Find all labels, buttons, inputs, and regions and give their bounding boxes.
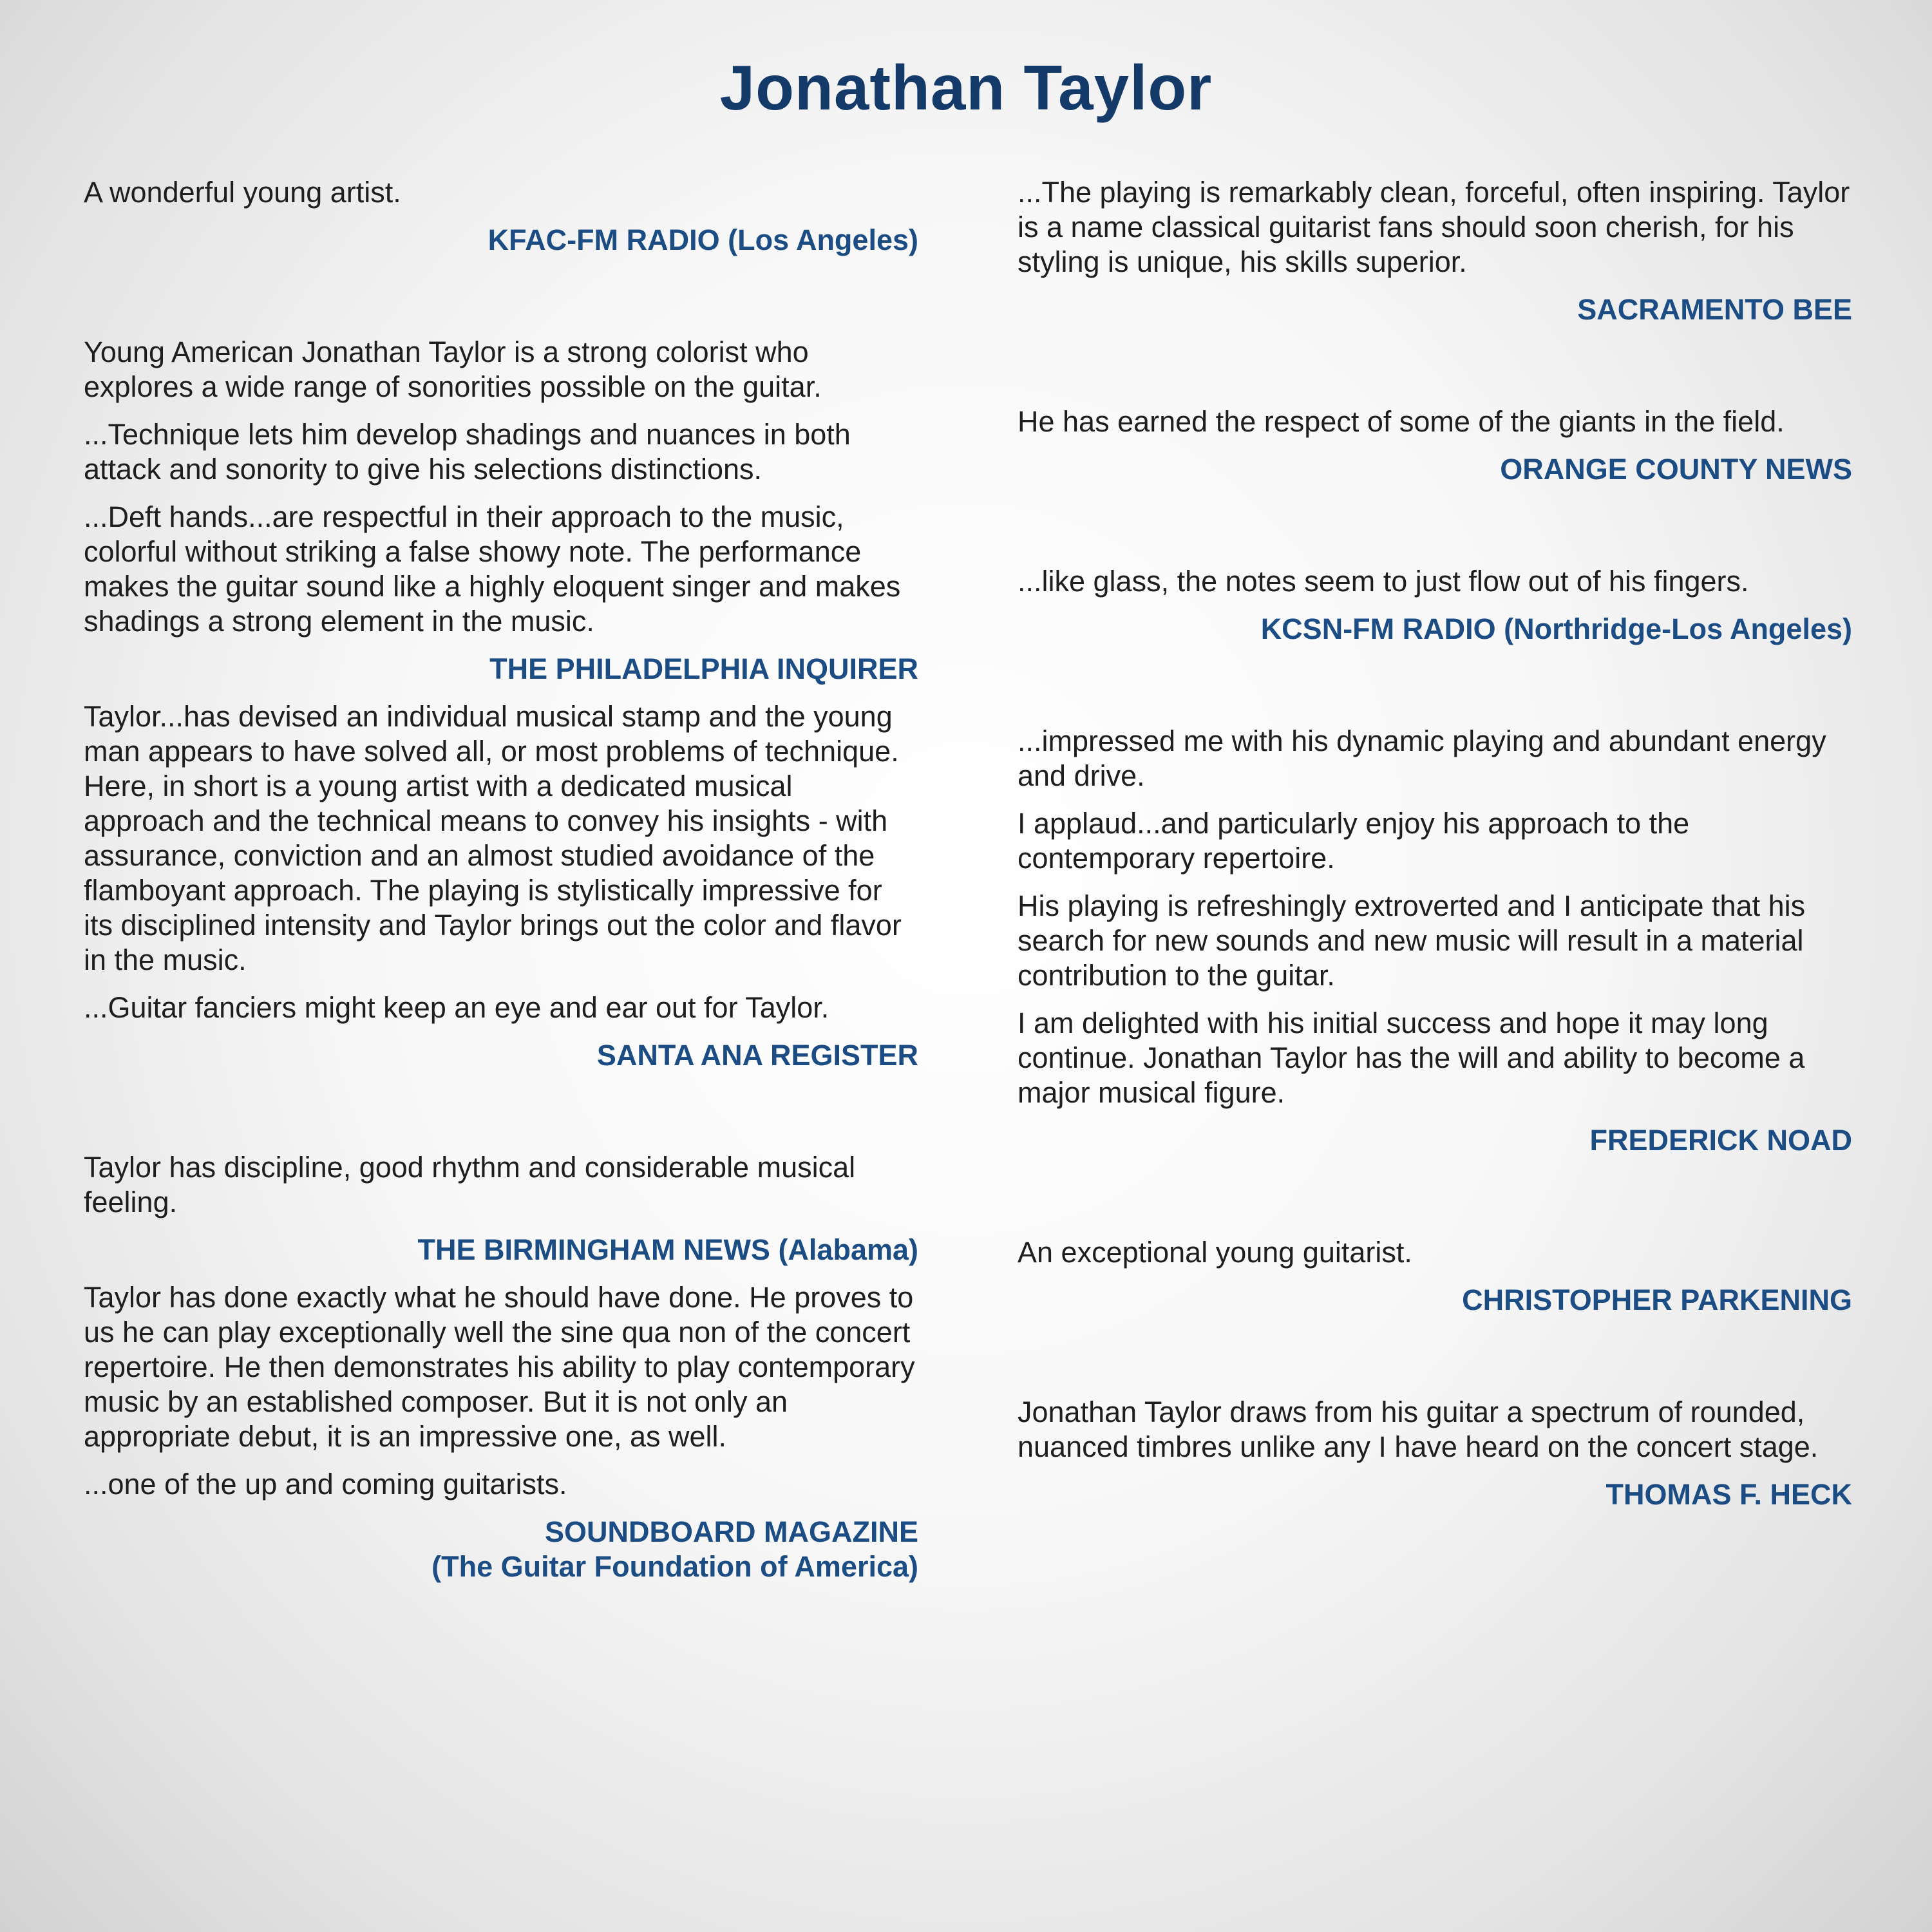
review-quote: He has earned the respect of some of the giants in the field. bbox=[1018, 405, 1785, 438]
review-source: KCSN-FM RADIO (Northridge-Los Angeles) bbox=[1260, 612, 1852, 645]
review-quote: ...like glass, the notes seem to just flow out of his fingers. bbox=[1018, 565, 1749, 598]
review-quote: ...The playing is remarkably clean, forceful, often inspiring. Taylor is a name classical guitarist fans should soon cherish, for his styling is unique, his skills superior. bbox=[1018, 176, 1850, 278]
review-source: SANTA ANA REGISTER bbox=[596, 1039, 918, 1072]
review-kfac bbox=[84, 175, 918, 258]
review-philadelphia-inquirer bbox=[84, 335, 918, 687]
review-source: ORANGE COUNTY NEWS bbox=[1500, 453, 1852, 486]
review-quote: Taylor has discipline, good rhythm and considerable musical feeling. bbox=[84, 1151, 856, 1218]
review-christopher-parkening bbox=[1018, 1235, 1852, 1318]
review-quote: I applaud...and particularly enjoy his approach to the contemporary repertoire. bbox=[1018, 807, 1690, 875]
review-kcsn-radio bbox=[1018, 564, 1852, 647]
review-quote: ...Guitar fanciers might keep an eye and ear out for Taylor. bbox=[84, 991, 829, 1024]
review-birmingham-news bbox=[84, 1150, 918, 1267]
page-title: Jonathan Taylor bbox=[719, 52, 1213, 123]
review-sacramento-bee bbox=[1018, 175, 1852, 327]
review-source: SOUNDBOARD MAGAZINE bbox=[545, 1515, 918, 1548]
review-thomas-heck bbox=[1018, 1395, 1852, 1512]
review-quote: ...Technique lets him develop shadings and nuances in both attack and sonority to give his selections distinctions. bbox=[84, 418, 851, 486]
review-quote: Jonathan Taylor draws from his guitar a spectrum of rounded, nuanced timbres unlike any I have heard on the concert stage. bbox=[1018, 1396, 1819, 1463]
review-quote: An exceptional young guitarist. bbox=[1018, 1236, 1412, 1269]
review-source: THOMAS F. HECK bbox=[1605, 1478, 1852, 1511]
review-source: CHRISTOPHER PARKENING bbox=[1462, 1283, 1852, 1316]
review-santa-ana-register bbox=[84, 699, 918, 1073]
review-orange-county-news bbox=[1018, 404, 1852, 487]
review-quote: I am delighted with his initial success and hope it may long continue. Jonathan Taylor has the will and ability to become a major musical figure. bbox=[1018, 1007, 1805, 1109]
review-quote: ...Deft hands...are respectful in their approach to the music, colorful without striking a false showy note. The performance makes the guitar sound like a highly eloquent singer and makes shadings a strong element in the music. bbox=[84, 500, 901, 638]
review-source: SACRAMENTO BEE bbox=[1577, 293, 1852, 326]
review-soundboard-magazine bbox=[84, 1280, 918, 1584]
review-quote: A wonderful young artist. bbox=[84, 176, 401, 209]
review-quote: ...impressed me with his dynamic playing and abundant energy and drive. bbox=[1018, 724, 1826, 792]
left-column bbox=[84, 175, 918, 1597]
review-quote: Young American Jonathan Taylor is a strong colorist who explores a wide range of sonorities possible on the guitar. bbox=[84, 336, 822, 403]
review-source: KFAC-FM RADIO (Los Angeles) bbox=[488, 223, 918, 256]
review-frederick-noad bbox=[1018, 724, 1852, 1158]
right-column bbox=[1018, 175, 1852, 1525]
review-quote: ...one of the up and coming guitarists. bbox=[84, 1468, 567, 1501]
review-source: FREDERICK NOAD bbox=[1589, 1124, 1852, 1157]
review-source-subtitle: (The Guitar Foundation of America) bbox=[431, 1550, 918, 1583]
review-quote: His playing is refreshingly extroverted and I anticipate that his search for new sounds and new music will result in a material contribution to the guitar. bbox=[1018, 889, 1806, 992]
review-quote: Taylor...has devised an individual musical stamp and the young man appears to have solved all, or most problems of technique. Here, in short is a young artist with a dedicated musical approach and the technical means to convey his insights - with assurance, conviction and an almost studied avoidance of the flamboyant approach. The playing is stylistically impressive for its disciplined intensity and Taylor brings out the color and flavor in the music. bbox=[84, 700, 902, 976]
review-source: THE BIRMINGHAM NEWS (Alabama) bbox=[417, 1233, 918, 1266]
review-source: THE PHILADELPHIA INQUIRER bbox=[489, 652, 918, 685]
review-quote: Taylor has done exactly what he should have done. He proves to us he can play exceptionally well the sine qua non of the concert repertoire. He then demonstrates his ability to play contemporary music by an established composer. But it is not only an appropriate debut, it is an impressive one, as well. bbox=[84, 1281, 915, 1453]
